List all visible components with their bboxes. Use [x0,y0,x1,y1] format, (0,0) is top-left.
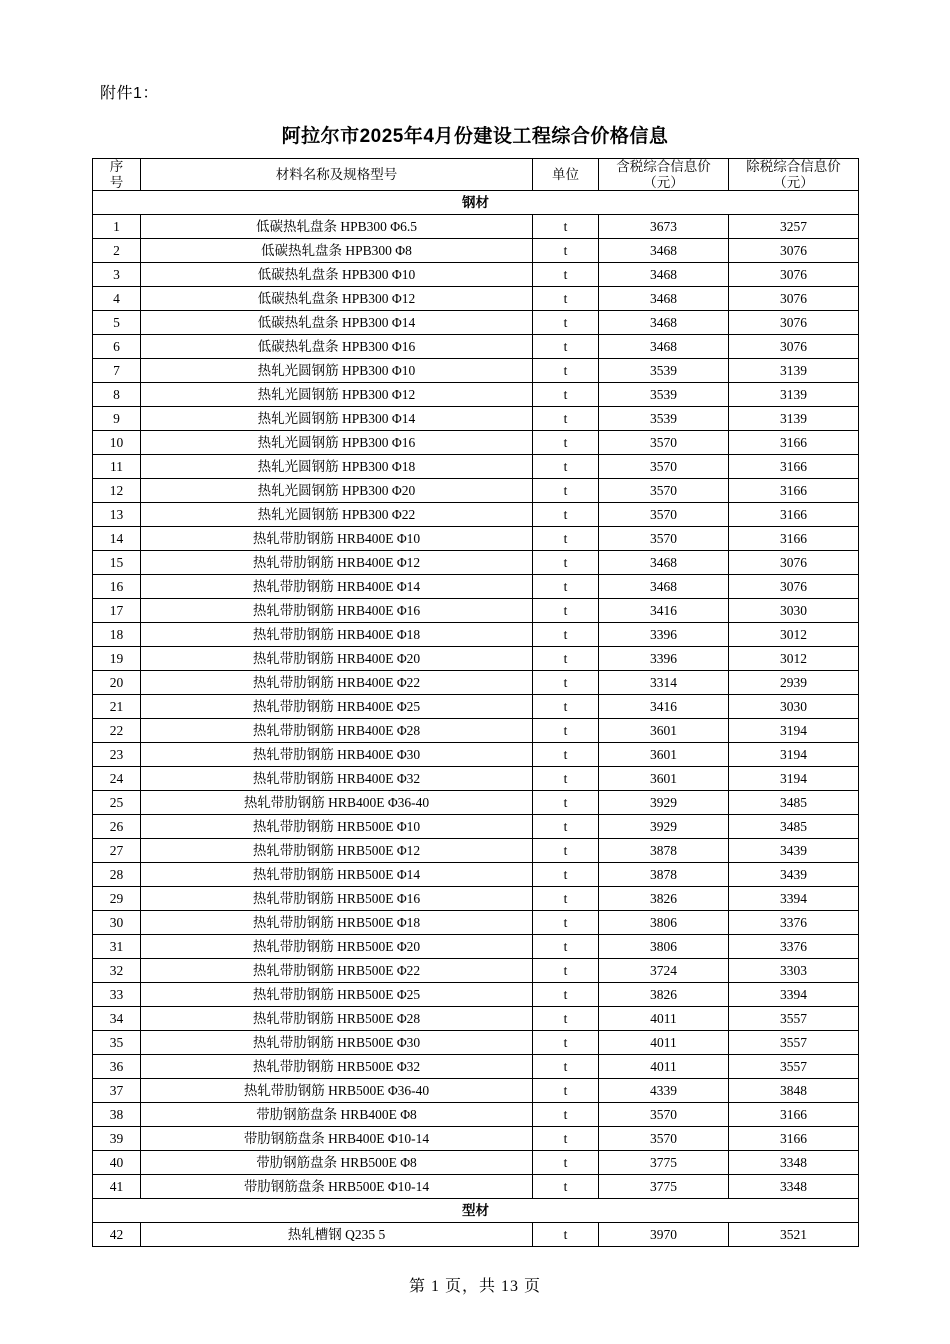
cell-unit: t [533,911,599,935]
table-row [93,647,859,671]
cell-unit: t [533,287,599,311]
cell-unit: t [533,1223,599,1247]
cell-material-name: 低碳热轧盘条 HPB300 Φ12 [141,287,533,311]
cell-price-with-tax: 3570 [599,1127,729,1151]
cell-price-with-tax: 3468 [599,575,729,599]
cell-price-without-tax: 3076 [729,311,859,335]
cell-price-with-tax: 3468 [599,335,729,359]
cell-unit: t [533,887,599,911]
table-row [93,863,859,887]
cell-no: 31 [93,935,141,959]
cell-unit: t [533,1055,599,1079]
cell-no: 34 [93,1007,141,1031]
cell-price-with-tax: 3468 [599,287,729,311]
cell-price-without-tax: 3166 [729,503,859,527]
cell-no: 17 [93,599,141,623]
cell-material-name: 低碳热轧盘条 HPB300 Φ16 [141,335,533,359]
cell-no: 36 [93,1055,141,1079]
cell-no: 40 [93,1151,141,1175]
cell-no: 37 [93,1079,141,1103]
table-row [93,1007,859,1031]
cell-no: 25 [93,791,141,815]
table-row [93,287,859,311]
cell-unit: t [533,1007,599,1031]
cell-unit: t [533,335,599,359]
table-row [93,311,859,335]
cell-no: 4 [93,287,141,311]
cell-price-without-tax: 3194 [729,719,859,743]
cell-unit: t [533,1175,599,1199]
cell-price-with-tax: 4011 [599,1007,729,1031]
cell-price-with-tax: 3468 [599,239,729,263]
cell-no: 30 [93,911,141,935]
cell-material-name: 热轧带肋钢筋 HRB400E Φ18 [141,623,533,647]
column-header-name: 材料名称及规格型号 [141,159,533,191]
table-row [93,599,859,623]
cell-price-without-tax: 3394 [729,887,859,911]
cell-price-with-tax: 3396 [599,647,729,671]
table-row [93,215,859,239]
table-row [93,815,859,839]
cell-price-with-tax: 3416 [599,695,729,719]
cell-no: 1 [93,215,141,239]
cell-price-without-tax: 3348 [729,1151,859,1175]
cell-material-name: 热轧带肋钢筋 HRB400E Φ25 [141,695,533,719]
cell-no: 22 [93,719,141,743]
cell-no: 20 [93,671,141,695]
cell-material-name: 热轧带肋钢筋 HRB500E Φ28 [141,1007,533,1031]
table-row [93,935,859,959]
cell-price-with-tax: 3878 [599,863,729,887]
cell-unit: t [533,359,599,383]
cell-price-without-tax: 3439 [729,839,859,863]
table-row [93,1175,859,1199]
cell-price-without-tax: 3166 [729,527,859,551]
cell-price-without-tax: 3030 [729,695,859,719]
cell-unit: t [533,479,599,503]
cell-material-name: 热轧带肋钢筋 HRB500E Φ12 [141,839,533,863]
table-row [93,263,859,287]
column-header-price-with-tax [599,159,729,191]
table-row [93,695,859,719]
cell-price-without-tax: 3557 [729,1055,859,1079]
cell-material-name: 热轧带肋钢筋 HRB400E Φ20 [141,647,533,671]
cell-price-without-tax: 3194 [729,767,859,791]
table-row [93,743,859,767]
cell-price-with-tax: 3539 [599,407,729,431]
cell-material-name: 热轧带肋钢筋 HRB500E Φ18 [141,911,533,935]
cell-no: 35 [93,1031,141,1055]
cell-unit: t [533,407,599,431]
cell-price-without-tax: 3076 [729,335,859,359]
cell-material-name: 热轧光圆钢筋 HPB300 Φ14 [141,407,533,431]
cell-material-name: 热轧带肋钢筋 HRB500E Φ25 [141,983,533,1007]
cell-material-name: 热轧光圆钢筋 HPB300 Φ18 [141,455,533,479]
table-row [93,1079,859,1103]
table-header-row [93,159,859,191]
cell-material-name: 热轧带肋钢筋 HRB400E Φ36-40 [141,791,533,815]
cell-no: 18 [93,623,141,647]
table-header [93,159,859,191]
cell-material-name: 低碳热轧盘条 HPB300 Φ10 [141,263,533,287]
cell-price-without-tax: 3303 [729,959,859,983]
cell-price-with-tax: 3806 [599,935,729,959]
cell-unit: t [533,263,599,287]
cell-price-with-tax: 3724 [599,959,729,983]
cell-unit: t [533,431,599,455]
cell-price-with-tax: 3806 [599,911,729,935]
table-row [93,623,859,647]
table-row [93,335,859,359]
table-row [93,455,859,479]
table-row [93,1055,859,1079]
table-row [93,1103,859,1127]
cell-price-with-tax: 3468 [599,311,729,335]
cell-price-with-tax: 4339 [599,1079,729,1103]
cell-unit: t [533,1079,599,1103]
cell-no: 29 [93,887,141,911]
cell-material-name: 热轧槽钢 Q235 5 [141,1223,533,1247]
cell-no: 8 [93,383,141,407]
cell-price-with-tax: 3601 [599,743,729,767]
cell-unit: t [533,1127,599,1151]
cell-no: 28 [93,863,141,887]
table-row [93,839,859,863]
cell-material-name: 热轧带肋钢筋 HRB500E Φ36-40 [141,1079,533,1103]
cell-price-without-tax: 3166 [729,431,859,455]
cell-no: 41 [93,1175,141,1199]
table-row [93,959,859,983]
cell-price-with-tax: 3826 [599,887,729,911]
cell-no: 15 [93,551,141,575]
cell-material-name: 低碳热轧盘条 HPB300 Φ14 [141,311,533,335]
cell-material-name: 热轧光圆钢筋 HPB300 Φ10 [141,359,533,383]
table-row [93,791,859,815]
cell-price-without-tax: 3076 [729,575,859,599]
cell-material-name: 热轧带肋钢筋 HRB500E Φ32 [141,1055,533,1079]
cell-price-with-tax: 4011 [599,1031,729,1055]
cell-unit: t [533,983,599,1007]
cell-no: 11 [93,455,141,479]
cell-no: 42 [93,1223,141,1247]
cell-price-without-tax: 3139 [729,383,859,407]
cell-price-with-tax: 3468 [599,263,729,287]
table-row [93,551,859,575]
cell-material-name: 热轧带肋钢筋 HRB500E Φ20 [141,935,533,959]
cell-no: 32 [93,959,141,983]
table-row [93,1151,859,1175]
cell-no: 23 [93,743,141,767]
cell-price-with-tax: 3396 [599,623,729,647]
cell-unit: t [533,527,599,551]
column-header-price-without-tax-line2: （元） [773,174,814,190]
cell-material-name: 热轧带肋钢筋 HRB400E Φ12 [141,551,533,575]
table-row [93,359,859,383]
cell-unit: t [533,791,599,815]
table-section-title: 钢材 [93,191,859,215]
cell-material-name: 热轧带肋钢筋 HRB400E Φ28 [141,719,533,743]
cell-unit: t [533,671,599,695]
cell-material-name: 热轧光圆钢筋 HPB300 Φ12 [141,383,533,407]
cell-no: 38 [93,1103,141,1127]
cell-unit: t [533,215,599,239]
table-row [93,407,859,431]
cell-price-without-tax: 3485 [729,815,859,839]
cell-unit: t [533,383,599,407]
cell-material-name: 带肋钢筋盘条 HRB500E Φ8 [141,1151,533,1175]
cell-material-name: 带肋钢筋盘条 HRB500E Φ10-14 [141,1175,533,1199]
table-section-title: 型材 [93,1199,859,1223]
cell-no: 3 [93,263,141,287]
cell-unit: t [533,719,599,743]
cell-material-name: 带肋钢筋盘条 HRB400E Φ8 [141,1103,533,1127]
cell-price-with-tax: 3416 [599,599,729,623]
cell-price-without-tax: 3076 [729,287,859,311]
cell-no: 6 [93,335,141,359]
column-header-no [93,159,141,191]
cell-no: 13 [93,503,141,527]
cell-price-without-tax: 3076 [729,263,859,287]
table-row [93,1127,859,1151]
cell-price-without-tax: 3257 [729,215,859,239]
page-title: 阿拉尔市2025年4月份建设工程综合价格信息 [281,126,669,147]
table-row [93,575,859,599]
cell-no: 24 [93,767,141,791]
cell-price-with-tax: 3826 [599,983,729,1007]
table-row [93,503,859,527]
column-header-no-line2: 号 [109,174,124,190]
cell-material-name: 热轧带肋钢筋 HRB400E Φ16 [141,599,533,623]
cell-price-with-tax: 3570 [599,527,729,551]
price-information-table [92,158,859,1247]
cell-price-without-tax: 3557 [729,1007,859,1031]
table-row [93,1223,859,1247]
cell-material-name: 热轧带肋钢筋 HRB400E Φ30 [141,743,533,767]
attachment-label: 附件1： [100,85,159,102]
cell-unit: t [533,695,599,719]
cell-price-without-tax: 3166 [729,1103,859,1127]
cell-price-without-tax: 3394 [729,983,859,1007]
table-row [93,983,859,1007]
cell-material-name: 热轧光圆钢筋 HPB300 Φ20 [141,479,533,503]
cell-price-without-tax: 3166 [729,455,859,479]
cell-unit: t [533,743,599,767]
cell-unit: t [533,311,599,335]
table-row [93,383,859,407]
cell-no: 9 [93,407,141,431]
cell-price-with-tax: 3929 [599,791,729,815]
cell-material-name: 热轧光圆钢筋 HPB300 Φ16 [141,431,533,455]
cell-price-without-tax: 3557 [729,1031,859,1055]
column-header-price-with-tax-line1: 含税综合信息价 [616,159,711,174]
cell-price-with-tax: 3601 [599,767,729,791]
cell-price-with-tax: 3314 [599,671,729,695]
cell-unit: t [533,503,599,527]
cell-price-without-tax: 3848 [729,1079,859,1103]
cell-price-with-tax: 3970 [599,1223,729,1247]
cell-unit: t [533,239,599,263]
cell-price-with-tax: 3673 [599,215,729,239]
cell-no: 16 [93,575,141,599]
cell-price-with-tax: 3570 [599,503,729,527]
table-section-row [93,1199,859,1223]
table-row [93,1031,859,1055]
table-row [93,239,859,263]
cell-material-name: 热轧带肋钢筋 HRB500E Φ16 [141,887,533,911]
cell-price-without-tax: 3030 [729,599,859,623]
cell-unit: t [533,1103,599,1127]
column-header-price-with-tax-line2: （元） [643,174,684,190]
table-row [93,887,859,911]
cell-unit: t [533,647,599,671]
cell-no: 26 [93,815,141,839]
cell-no: 7 [93,359,141,383]
cell-price-with-tax: 3570 [599,455,729,479]
cell-price-with-tax: 3468 [599,551,729,575]
page-footer: 第 1 页，共 13 页 [408,1278,541,1296]
column-header-unit: 单位 [533,159,599,191]
cell-unit: t [533,863,599,887]
cell-material-name: 热轧带肋钢筋 HRB400E Φ10 [141,527,533,551]
cell-unit: t [533,1151,599,1175]
table-row [93,671,859,695]
cell-material-name: 带肋钢筋盘条 HRB400E Φ10-14 [141,1127,533,1151]
cell-price-without-tax: 3012 [729,647,859,671]
cell-unit: t [533,455,599,479]
cell-unit: t [533,623,599,647]
table-row [93,719,859,743]
cell-price-without-tax: 3076 [729,551,859,575]
cell-unit: t [533,767,599,791]
cell-price-without-tax: 3485 [729,791,859,815]
table-row [93,767,859,791]
cell-price-without-tax: 3521 [729,1223,859,1247]
cell-material-name: 热轧带肋钢筋 HRB400E Φ14 [141,575,533,599]
cell-no: 27 [93,839,141,863]
cell-price-without-tax: 3166 [729,479,859,503]
cell-price-with-tax: 3775 [599,1151,729,1175]
cell-price-with-tax: 3539 [599,383,729,407]
cell-unit: t [533,551,599,575]
cell-price-with-tax: 3775 [599,1175,729,1199]
column-header-no-line1: 序 [109,159,124,174]
cell-unit: t [533,575,599,599]
cell-no: 12 [93,479,141,503]
table-body [93,191,859,1247]
cell-price-with-tax: 3539 [599,359,729,383]
cell-unit: t [533,1031,599,1055]
cell-no: 39 [93,1127,141,1151]
table-row [93,431,859,455]
cell-material-name: 热轧带肋钢筋 HRB500E Φ10 [141,815,533,839]
column-header-price-without-tax [729,159,859,191]
cell-no: 5 [93,311,141,335]
cell-price-without-tax: 2939 [729,671,859,695]
table-row [93,479,859,503]
cell-price-without-tax: 3012 [729,623,859,647]
cell-price-without-tax: 3139 [729,359,859,383]
cell-price-without-tax: 3376 [729,911,859,935]
cell-unit: t [533,839,599,863]
cell-no: 33 [93,983,141,1007]
cell-price-without-tax: 3194 [729,743,859,767]
cell-price-without-tax: 3376 [729,935,859,959]
cell-material-name: 热轧带肋钢筋 HRB500E Φ14 [141,863,533,887]
cell-material-name: 热轧带肋钢筋 HRB400E Φ22 [141,671,533,695]
cell-material-name: 低碳热轧盘条 HPB300 Φ8 [141,239,533,263]
cell-unit: t [533,935,599,959]
cell-material-name: 低碳热轧盘条 HPB300 Φ6.5 [141,215,533,239]
table-section-row [93,191,859,215]
cell-price-with-tax: 3929 [599,815,729,839]
cell-unit: t [533,959,599,983]
cell-price-without-tax: 3439 [729,863,859,887]
cell-price-with-tax: 4011 [599,1055,729,1079]
cell-unit: t [533,599,599,623]
cell-material-name: 热轧光圆钢筋 HPB300 Φ22 [141,503,533,527]
cell-price-with-tax: 3570 [599,1103,729,1127]
cell-price-without-tax: 3166 [729,1127,859,1151]
table-row [93,911,859,935]
table-row [93,527,859,551]
cell-price-with-tax: 3878 [599,839,729,863]
cell-no: 10 [93,431,141,455]
cell-price-with-tax: 3570 [599,479,729,503]
cell-no: 19 [93,647,141,671]
cell-unit: t [533,815,599,839]
cell-price-without-tax: 3139 [729,407,859,431]
cell-material-name: 热轧带肋钢筋 HRB400E Φ32 [141,767,533,791]
cell-no: 21 [93,695,141,719]
cell-material-name: 热轧带肋钢筋 HRB500E Φ22 [141,959,533,983]
cell-no: 2 [93,239,141,263]
cell-material-name: 热轧带肋钢筋 HRB500E Φ30 [141,1031,533,1055]
cell-price-with-tax: 3601 [599,719,729,743]
cell-price-without-tax: 3076 [729,239,859,263]
column-header-price-without-tax-line1: 除税综合信息价 [746,159,841,174]
cell-no: 14 [93,527,141,551]
cell-price-without-tax: 3348 [729,1175,859,1199]
cell-price-with-tax: 3570 [599,431,729,455]
